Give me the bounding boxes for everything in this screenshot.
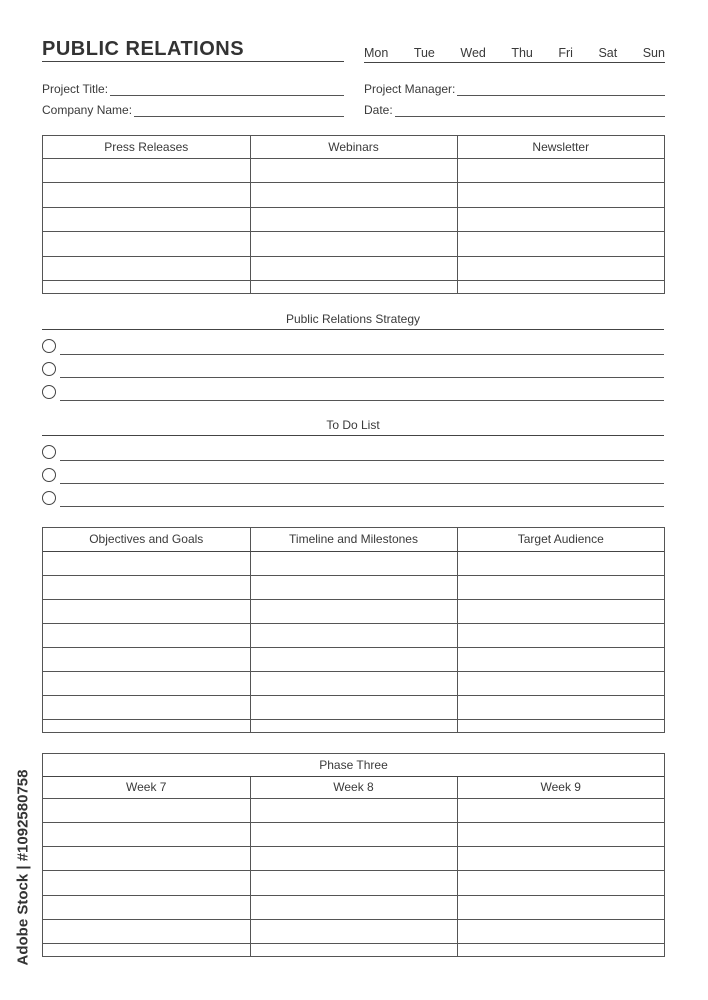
- table-cell[interactable]: [250, 256, 457, 281]
- watermark-text: Adobe Stock | #1092580758: [14, 769, 32, 966]
- todo-item[interactable]: [42, 443, 664, 461]
- phase-title: Phase Three: [43, 754, 664, 776]
- strategy-item[interactable]: [42, 360, 664, 378]
- header-objectives: Objectives and Goals: [43, 528, 250, 551]
- strategy-rule: [42, 329, 664, 330]
- table-cell[interactable]: [250, 551, 457, 575]
- checkbox-circle-icon[interactable]: [42, 445, 56, 459]
- day-wed: Wed: [460, 46, 486, 60]
- table-cell[interactable]: [457, 623, 664, 647]
- strategy-line[interactable]: [60, 400, 664, 401]
- table-cell[interactable]: [43, 575, 250, 599]
- day-mon: Mon: [364, 46, 389, 60]
- weekday-underline: [364, 62, 665, 63]
- table-cell[interactable]: [250, 158, 457, 183]
- table-cell[interactable]: [250, 648, 457, 672]
- table-cell[interactable]: [457, 599, 664, 623]
- table-cell[interactable]: [43, 720, 250, 732]
- media-table: [42, 135, 665, 294]
- table-cell[interactable]: [43, 895, 250, 919]
- table-cell[interactable]: [457, 207, 664, 232]
- table-cell[interactable]: [43, 256, 250, 281]
- table-cell[interactable]: [250, 623, 457, 647]
- checkbox-circle-icon[interactable]: [42, 468, 56, 482]
- table-cell[interactable]: [250, 281, 457, 293]
- strategy-line[interactable]: [60, 377, 664, 378]
- table-cell[interactable]: [43, 648, 250, 672]
- table-cell[interactable]: [43, 847, 250, 871]
- table-cell[interactable]: [457, 822, 664, 846]
- table-cell[interactable]: [250, 207, 457, 232]
- day-thu: Thu: [511, 46, 533, 60]
- day-sat: Sat: [598, 46, 618, 60]
- table-cell[interactable]: [457, 895, 664, 919]
- todo-rule: [42, 435, 664, 436]
- todo-line[interactable]: [60, 460, 664, 461]
- table-cell[interactable]: [43, 281, 250, 293]
- table-cell[interactable]: [250, 575, 457, 599]
- table-cell[interactable]: [457, 798, 664, 822]
- company-name-label: Company Name:: [42, 103, 133, 117]
- table-cell[interactable]: [250, 871, 457, 895]
- header-week-8: Week 8: [250, 776, 457, 798]
- project-title-field[interactable]: [42, 82, 344, 96]
- table-cell[interactable]: [457, 919, 664, 943]
- table-cell[interactable]: [250, 696, 457, 720]
- table-cell[interactable]: [457, 847, 664, 871]
- project-manager-field[interactable]: [364, 82, 665, 96]
- table-cell[interactable]: [43, 919, 250, 943]
- checkbox-circle-icon[interactable]: [42, 491, 56, 505]
- table-cell[interactable]: [457, 281, 664, 293]
- todo-item[interactable]: [42, 489, 664, 507]
- table-cell[interactable]: [43, 183, 250, 208]
- table-cell[interactable]: [250, 720, 457, 732]
- table-cell[interactable]: [457, 183, 664, 208]
- day-fri: Fri: [558, 46, 573, 60]
- company-name-line[interactable]: [134, 106, 344, 117]
- table-cell[interactable]: [457, 158, 664, 183]
- table-cell[interactable]: [43, 871, 250, 895]
- header-week-9: Week 9: [457, 776, 664, 798]
- date-label: Date:: [364, 103, 393, 117]
- strategy-item[interactable]: [42, 337, 664, 355]
- table-cell[interactable]: [457, 648, 664, 672]
- header-week-7: Week 7: [43, 776, 250, 798]
- table-cell[interactable]: [43, 551, 250, 575]
- checkbox-circle-icon[interactable]: [42, 339, 56, 353]
- planning-table: [42, 527, 665, 733]
- table-cell[interactable]: [43, 696, 250, 720]
- table-cell[interactable]: [250, 798, 457, 822]
- date-line[interactable]: [395, 106, 665, 117]
- table-cell[interactable]: [250, 822, 457, 846]
- table-cell[interactable]: [457, 720, 664, 732]
- table-cell[interactable]: [457, 871, 664, 895]
- header-timeline: Timeline and Milestones: [250, 528, 457, 551]
- table-cell[interactable]: [457, 672, 664, 696]
- table-cell[interactable]: [43, 822, 250, 846]
- header-press-releases: Press Releases: [43, 136, 250, 158]
- table-cell[interactable]: [250, 847, 457, 871]
- table-cell[interactable]: [250, 183, 457, 208]
- table-cell[interactable]: [457, 551, 664, 575]
- table-cell[interactable]: [43, 623, 250, 647]
- company-name-field[interactable]: [42, 103, 344, 117]
- day-tue: Tue: [413, 46, 435, 60]
- title-underline: [42, 61, 344, 62]
- strategy-title: Public Relations Strategy: [285, 312, 421, 326]
- table-cell[interactable]: [43, 599, 250, 623]
- weekday-row: [364, 46, 665, 60]
- table-cell[interactable]: [250, 599, 457, 623]
- project-manager-label: Project Manager:: [364, 82, 456, 96]
- stock-watermark: [8, 750, 38, 985]
- table-cell[interactable]: [43, 158, 250, 183]
- table-cell[interactable]: [250, 919, 457, 943]
- table-cell[interactable]: [457, 944, 664, 956]
- todo-line[interactable]: [60, 483, 664, 484]
- table-cell[interactable]: [43, 232, 250, 257]
- phase-table: [42, 753, 665, 957]
- header-target-audience: Target Audience: [457, 528, 664, 551]
- date-field[interactable]: [364, 103, 665, 117]
- day-sun: Sun: [642, 46, 665, 60]
- checkbox-circle-icon[interactable]: [42, 385, 56, 399]
- table-cell[interactable]: [457, 575, 664, 599]
- todo-line[interactable]: [60, 506, 664, 507]
- table-cell[interactable]: [43, 944, 250, 956]
- table-cell[interactable]: [43, 207, 250, 232]
- table-cell[interactable]: [43, 672, 250, 696]
- project-manager-line[interactable]: [457, 85, 665, 96]
- strategy-line[interactable]: [60, 354, 664, 355]
- project-title-line[interactable]: [110, 85, 344, 96]
- header-webinars: Webinars: [250, 136, 457, 158]
- table-cell[interactable]: [43, 798, 250, 822]
- table-cell[interactable]: [457, 256, 664, 281]
- table-cell[interactable]: [250, 672, 457, 696]
- table-cell[interactable]: [457, 232, 664, 257]
- table-cell[interactable]: [250, 944, 457, 956]
- table-cell[interactable]: [250, 895, 457, 919]
- todo-title: To Do List: [326, 418, 380, 432]
- table-cell[interactable]: [250, 232, 457, 257]
- strategy-item[interactable]: [42, 383, 664, 401]
- todo-item[interactable]: [42, 466, 664, 484]
- checkbox-circle-icon[interactable]: [42, 362, 56, 376]
- header-newsletter: Newsletter: [457, 136, 664, 158]
- table-cell[interactable]: [457, 696, 664, 720]
- page-title: PUBLIC RELATIONS: [42, 38, 245, 60]
- project-title-label: Project Title:: [42, 82, 109, 96]
